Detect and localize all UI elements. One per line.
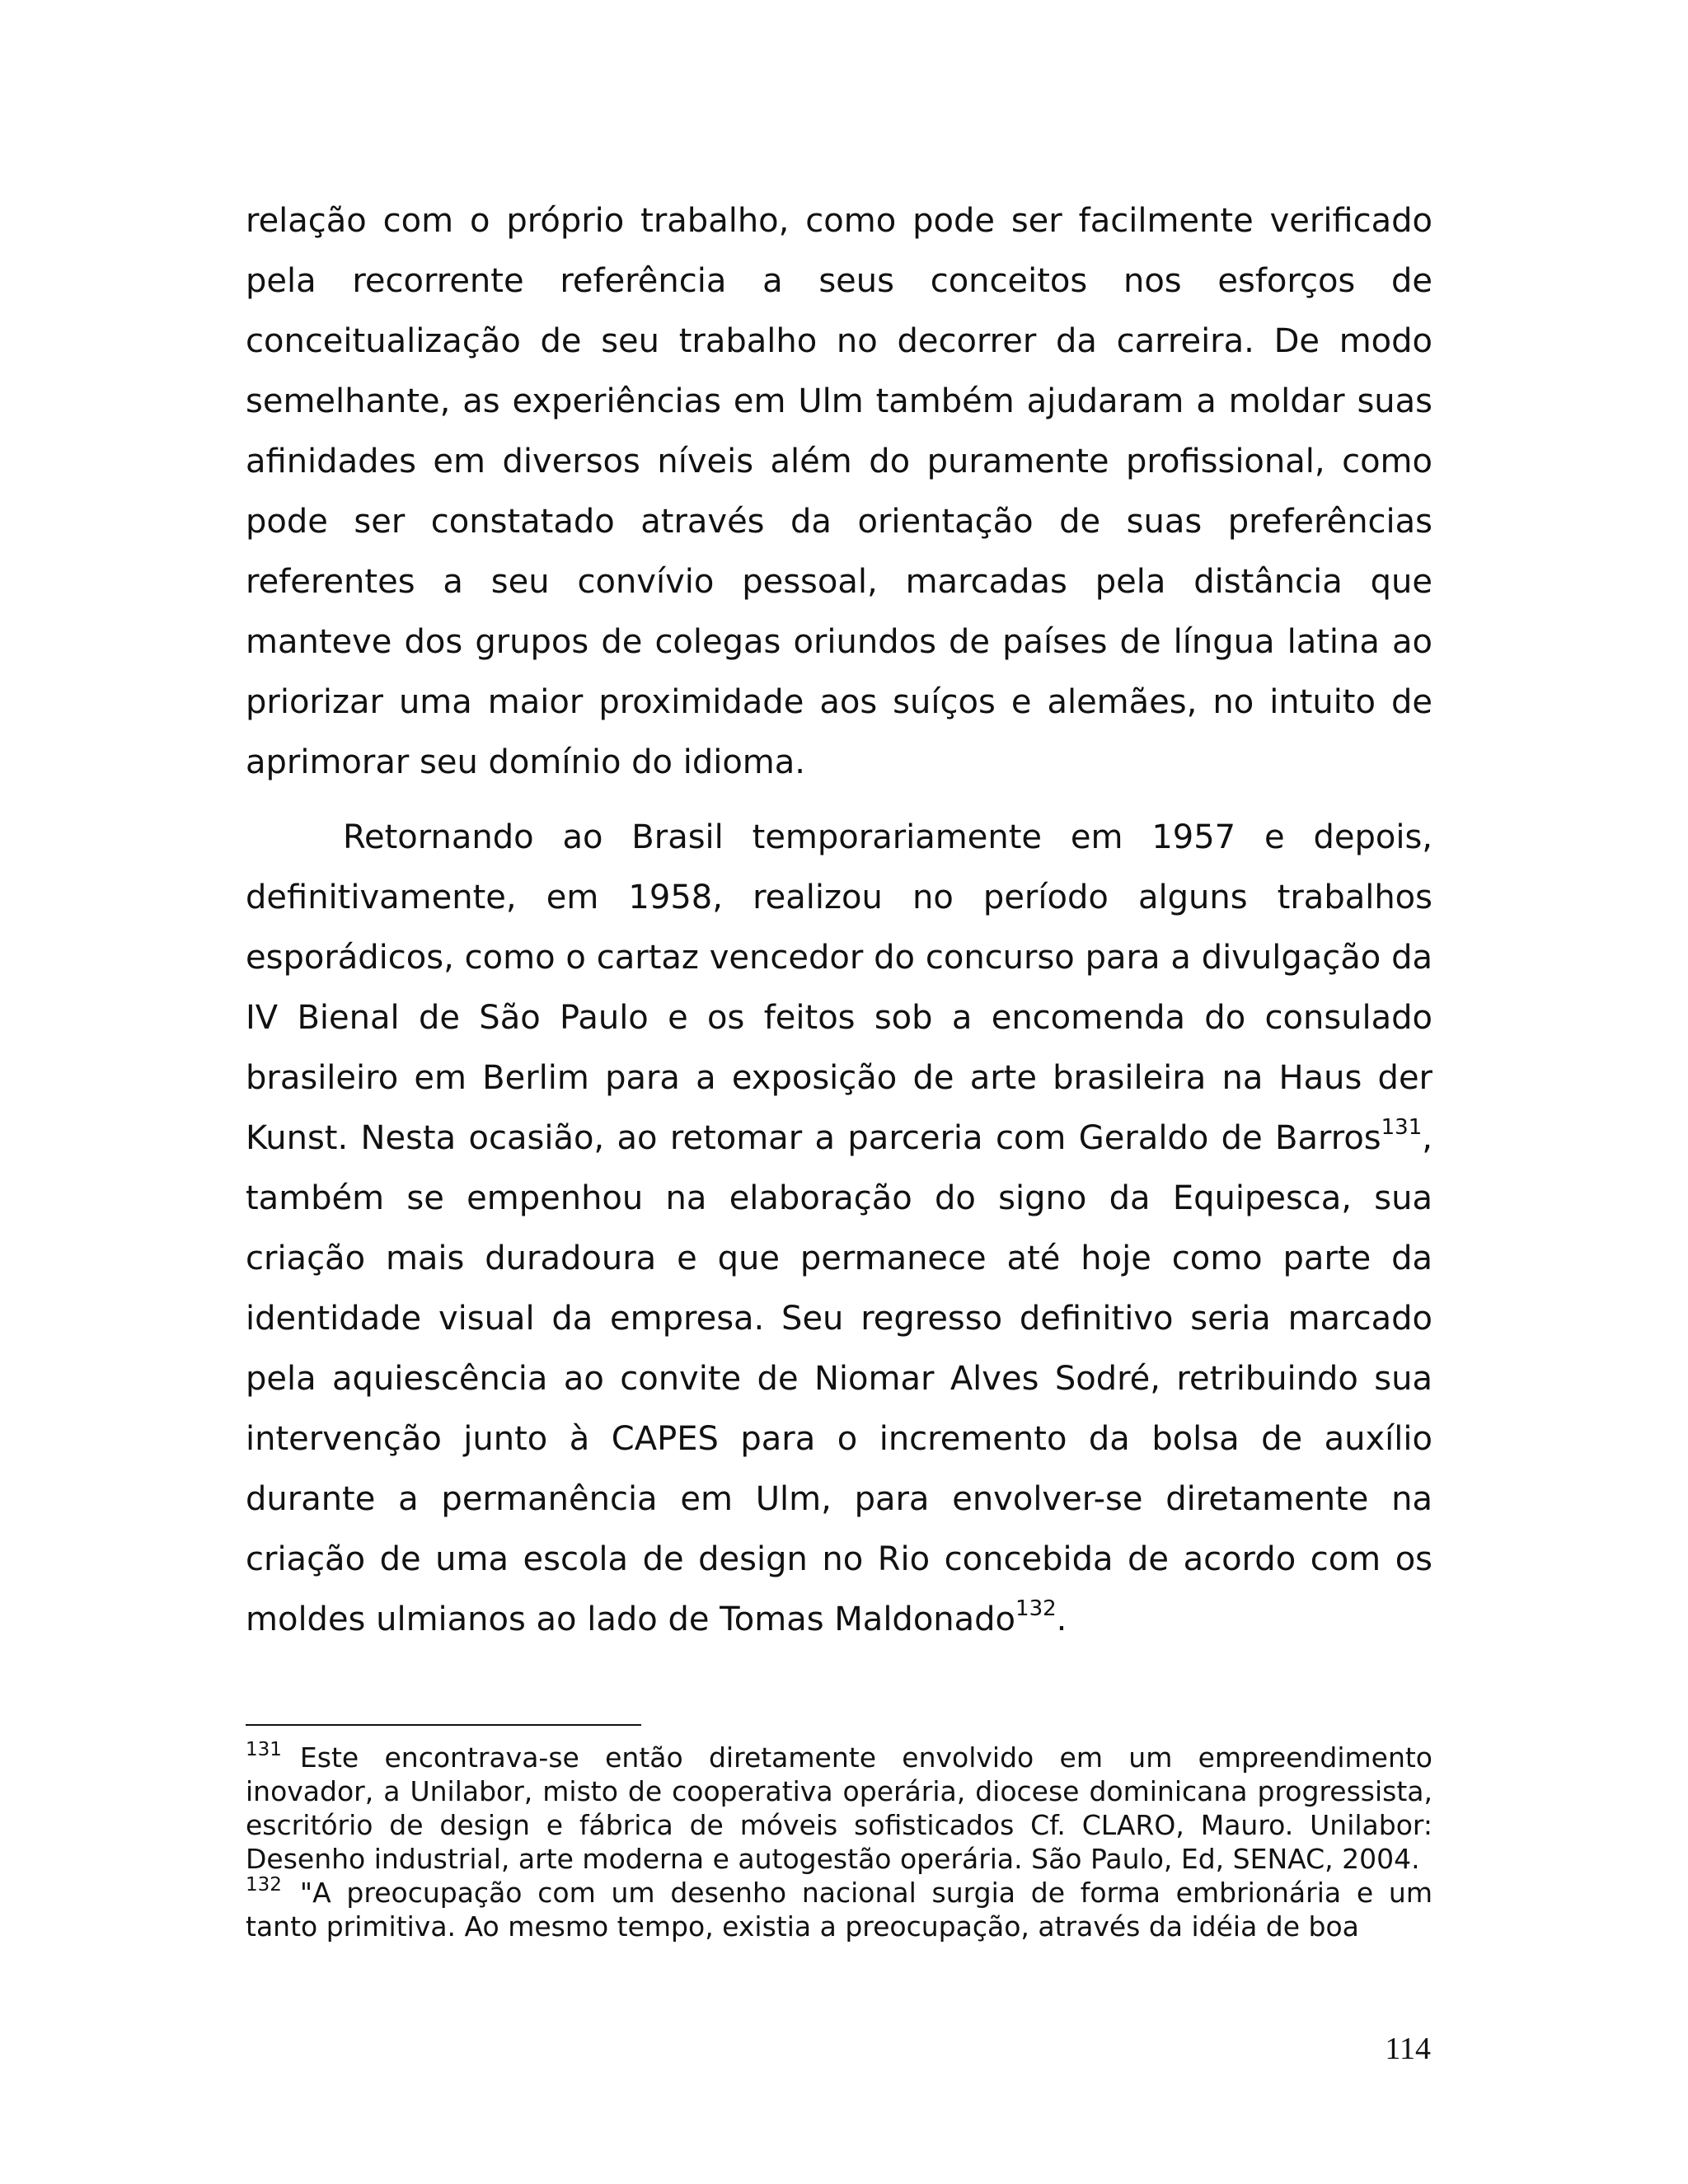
body-paragraph-2 [246, 808, 1432, 1650]
footnote-text: "A preocupação com um desenho nacional surgia de forma embrionária e um tanto primitiva. Ao mesmo tempo, existia a preocupação, através da idéia de boa [246, 1877, 1432, 1943]
paragraph-text [246, 808, 1432, 1650]
footnote-reference-132[interactable]: 132 [1015, 1596, 1057, 1621]
footnote-131 [246, 1741, 1432, 1876]
paragraph-text-part: Retornando ao Brasil temporariamente em 1957 e depois, definitivamente, em 1958, realizou no período alguns trabalhos esporádicos, como o cartaz vencedor do concurso para a divulgação da IV Bienal de São Paulo e os feitos sob a encomenda do consulado brasileiro em Berlim para a exposição de arte brasileira na Haus der Kunst. Nesta ocasião, ao retomar a parceria com Geraldo de Barros [246, 818, 1432, 1157]
paragraph-text-part: . [1056, 1601, 1067, 1638]
body-paragraph-1 [246, 191, 1432, 793]
footnote-reference-131[interactable]: 131 [1381, 1114, 1423, 1140]
footnotes [246, 1741, 1432, 1943]
footnote-separator [246, 1724, 641, 1726]
footnote-number: 131 [246, 1739, 282, 1760]
paragraph-text: relação com o próprio trabalho, como pode ser facilmente verificado pela recorrente referência a seus conceitos nos esforços de conceitualização de seu trabalho no decorrer da carreira. De modo semelhante, as experiências em Ulm também ajudaram a moldar suas afinidades em diversos níveis além do puramente profissional, como pode ser constatado através da orientação de suas preferências referentes a seu convívio pessoal, marcadas pela distância que manteve dos grupos de colegas oriundos de países de língua latina ao priorizar uma maior proximidade aos suíços e alemães, no intuito de aprimorar seu domínio do idioma. [246, 202, 1432, 781]
footnote-number: 132 [246, 1874, 282, 1896]
footnote-text: Este encontrava-se então diretamente envolvido em um empreendimento inovador, a Unilabor, misto de cooperativa operária, diocese dominicana progressista, escritório de design e fábrica de móveis sofisticados Cf. CLARO, Mauro. Unilabor: Desenho industrial, arte moderna e autogestão operária. São Paulo, Ed, SENAC, 2004. [246, 1741, 1432, 1875]
page-number: 114 [1385, 2032, 1431, 2066]
paragraph-text-part: , também se empenhou na elaboração do signo da Equipesca, sua criação mais duradoura e que permanece até hoje como parte da identidade visual da empresa. Seu regresso definitivo seria marcado pela aquiescência ao convite de Niomar Alves Sodré, retribuindo sua intervenção junto à CAPES para o incremento da bolsa de auxílio durante a permanência em Ulm, para envolver-se diretamente na criação de uma escola de design no Rio concebida de acordo com os moldes ulmianos ao lado de Tomas Maldonado [246, 1119, 1432, 1638]
footnote-132 [246, 1876, 1432, 1943]
